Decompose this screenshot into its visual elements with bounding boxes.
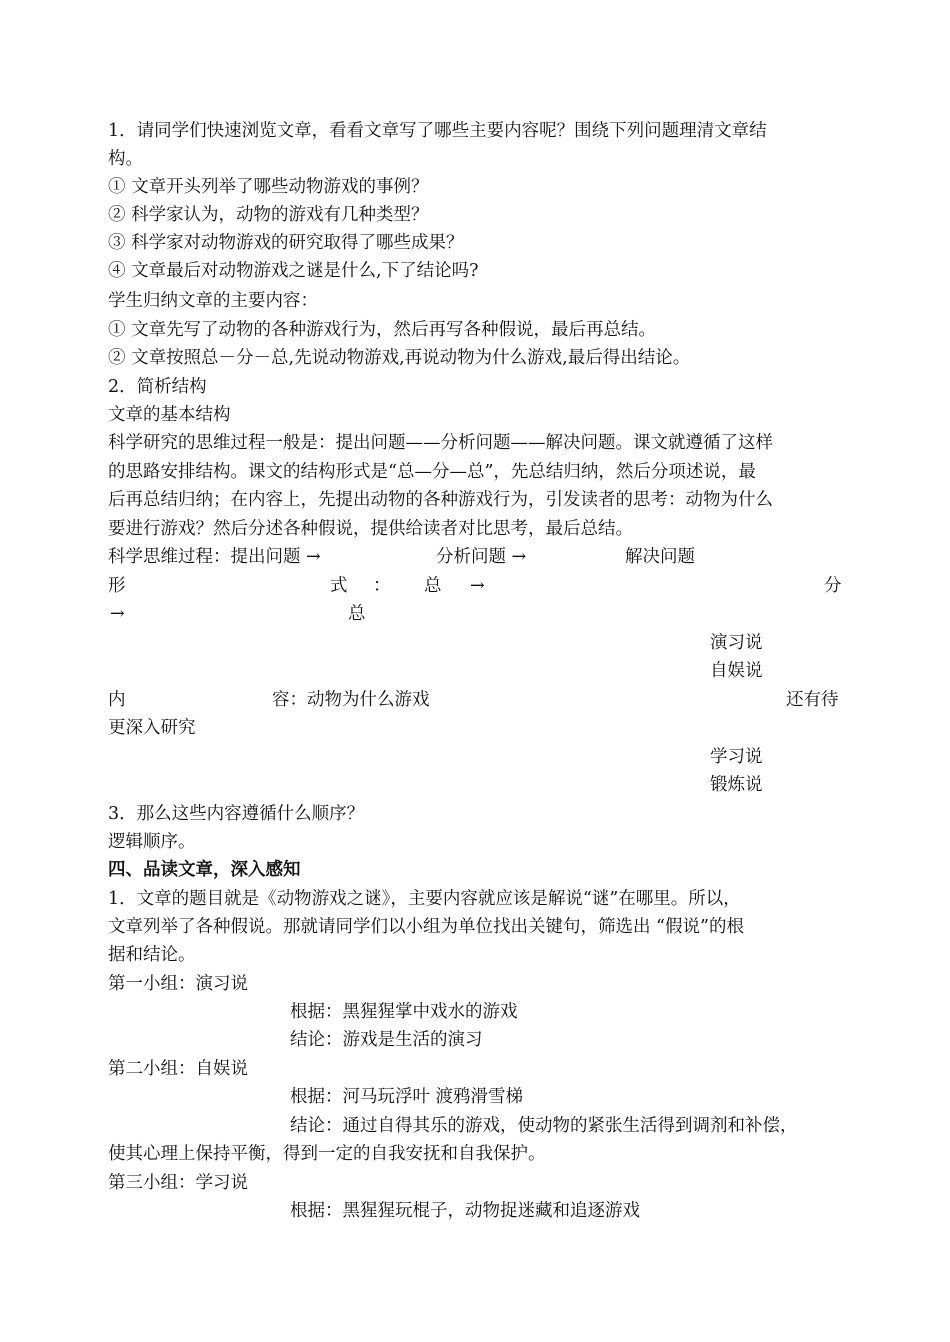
group-3-basis: 根据：黑猩猩玩棍子，动物捉迷藏和追逐游戏 bbox=[290, 1201, 640, 1221]
form-arrow-1: → bbox=[470, 576, 485, 596]
paragraph-line-1: 科学研究的思维过程一般是：提出问题——分析问题——解决问题。课文就遵循了这样 bbox=[108, 433, 773, 453]
form-arrow-2: → bbox=[110, 604, 125, 624]
sub-question-3: ③ 科学家对动物游戏的研究取得了哪些成果？ bbox=[108, 233, 464, 253]
form-char-2: 式 bbox=[330, 576, 348, 596]
group-1-basis: 根据：黑猩猩掌中戏水的游戏 bbox=[290, 1002, 518, 1022]
section-4-line-2: 文章列举了各种假说。那就请同学们以小组为单位找出关键句，筛选出 “假说”的根 bbox=[108, 917, 744, 937]
question-1-line-2: 构。 bbox=[108, 149, 143, 169]
summary-1: ① 文章先写了动物的各种游戏行为，然后再写各种假说，最后再总结。 bbox=[108, 320, 657, 340]
question-1-line-1: 1．请同学们快速浏览文章，看看文章写了哪些主要内容呢？围绕下列问题理清文章结 bbox=[108, 121, 767, 141]
group-2-conclusion-2: 使其心理上保持平衡，得到一定的自我安抚和自我保护。 bbox=[108, 1144, 546, 1164]
sub-question-1: ① 文章开头列举了哪些动物游戏的事例？ bbox=[108, 177, 429, 197]
theory-self-entertainment: 自娱说 bbox=[710, 661, 763, 681]
form-colon: ： bbox=[373, 576, 391, 596]
content-label: 容：动物为什么游戏 bbox=[272, 690, 430, 710]
theory-exercise: 锻炼说 bbox=[710, 775, 763, 795]
form-total-2: 总 bbox=[348, 604, 366, 624]
sub-question-2: ② 科学家认为，动物的游戏有几种类型？ bbox=[108, 205, 429, 225]
form-part: 分 bbox=[824, 576, 842, 596]
structure-subheading: 文章的基本结构 bbox=[108, 405, 231, 425]
paragraph-line-2: 的思路安排结构。课文的结构形式是“总—分—总”，先总结归纳，然后分项述说，最 bbox=[108, 462, 756, 482]
sub-question-4: ④ 文章最后对动物游戏之谜是什么,下了结论吗? bbox=[108, 261, 479, 281]
structure-heading: 2．简析结构 bbox=[108, 377, 207, 397]
thinking-step-solve: 解决问题 bbox=[625, 547, 695, 567]
summary-intro: 学生归纳文章的主要内容： bbox=[108, 291, 318, 311]
theory-rehearsal: 演习说 bbox=[710, 633, 763, 653]
theory-learning: 学习说 bbox=[710, 747, 763, 767]
section-4-line-1: 1．文章的题目就是《动物游戏之谜》，主要内容就应该是解说“谜”在哪里。所以， bbox=[108, 889, 741, 909]
group-2-title: 第二小组：自娱说 bbox=[108, 1059, 248, 1079]
group-2-basis: 根据：河马玩浮叶 渡鸦滑雪梯 bbox=[290, 1087, 524, 1107]
paragraph-line-3: 后再总结归纳；在内容上，先提出动物的各种游戏行为，引发读者的思考：动物为什么 bbox=[108, 490, 773, 510]
thinking-process-label: 科学思维过程：提出问题 → bbox=[108, 547, 321, 567]
group-1-title: 第一小组：演习说 bbox=[108, 974, 248, 994]
summary-2: ② 文章按照总－分－总,先说动物游戏,再说动物为什么游戏,最后得出结论。 bbox=[108, 348, 691, 368]
group-2-conclusion: 结论：通过自得其乐的游戏，使动物的紧张生活得到调剂和补偿， bbox=[290, 1116, 798, 1136]
form-char-1: 形 bbox=[108, 576, 126, 596]
form-total-1: 总 bbox=[424, 576, 442, 596]
group-3-title: 第三小组：学习说 bbox=[108, 1173, 248, 1193]
order-answer: 逻辑顺序。 bbox=[108, 832, 196, 852]
order-question: 3．那么这些内容遵循什么顺序？ bbox=[108, 804, 365, 824]
content-pending-2: 更深入研究 bbox=[108, 718, 196, 738]
content-char: 内 bbox=[108, 690, 126, 710]
thinking-step-analyze: 分析问题 → bbox=[436, 547, 527, 567]
section-4-line-3: 据和结论。 bbox=[108, 945, 196, 965]
paragraph-line-4: 要进行游戏？然后分述各种假说，提供给读者对比思考，最后总结。 bbox=[108, 519, 633, 539]
content-pending: 还有待 bbox=[786, 690, 839, 710]
section-4-heading: 四、品读文章，深入感知 bbox=[108, 860, 301, 880]
group-1-conclusion: 结论：游戏是生活的演习 bbox=[290, 1030, 483, 1050]
